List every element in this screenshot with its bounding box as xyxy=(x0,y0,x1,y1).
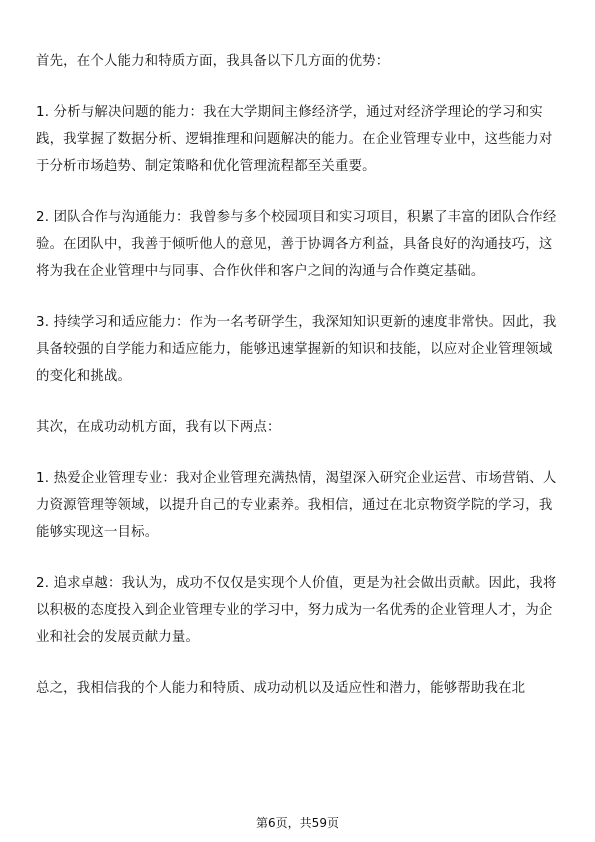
paragraph-point-teamwork: 2. 团队合作与沟通能力：我曾参与多个校园项目和实习项目，积累了丰富的团队合作经验。在团队中，我善于倾听他人的意见，善于协调各方利益，具备良好的沟通技巧，这将为我在企业管理中与同事、合作伙伴和客户之间的沟通与合作奠定基础。 xyxy=(36,210,557,279)
paragraph-conclusion: 总之，我相信我的个人能力和特质、成功动机以及适应性和潜力，能够帮助我在北 xyxy=(36,681,526,696)
paragraph-point-passion: 1. 热爱企业管理专业：我对企业管理充满热情，渴望深入研究企业运营、市场营销、人力资源管理等领域，以提升自己的专业素养。我相信，通过在北京物资学院的学习，我能够实现这一目标。 xyxy=(36,471,557,540)
paragraph-point-excellence: 2. 追求卓越：我认为，成功不仅仅是实现个人价值，更是为社会做出贡献。因此，我将以积极的态度投入到企业管理专业的学习中，努力成为一名优秀的企业管理人才，为企业和社会的发展贡献力量。 xyxy=(36,576,557,645)
paragraph-intro-motivation: 其次，在成功动机方面，我有以下两点： xyxy=(36,420,281,435)
paragraph-point-learning: 3. 持续学习和适应能力：作为一名考研学生，我深知知识更新的速度非常快。因此，我具备较强的自学能力和适应能力，能够迅速掌握新的知识和技能，以应对企业管理领域的变化和挑战。 xyxy=(36,315,557,384)
page-number-footer: 第6页，共59页 xyxy=(256,816,339,830)
paragraph-point-analysis: 1. 分析与解决问题的能力：我在大学期间主修经济学，通过对经济学理论的学习和实践，我掌握了数据分析、逻辑推理和问题解决的能力。在企业管理专业中，这些能力对于分析市场趋势、制定策略和优化管理流程都至关重要。 xyxy=(36,105,553,174)
paragraph-intro-strengths: 首先，在个人能力和特质方面，我具备以下几方面的优势： xyxy=(36,54,390,69)
document-body xyxy=(36,48,560,726)
